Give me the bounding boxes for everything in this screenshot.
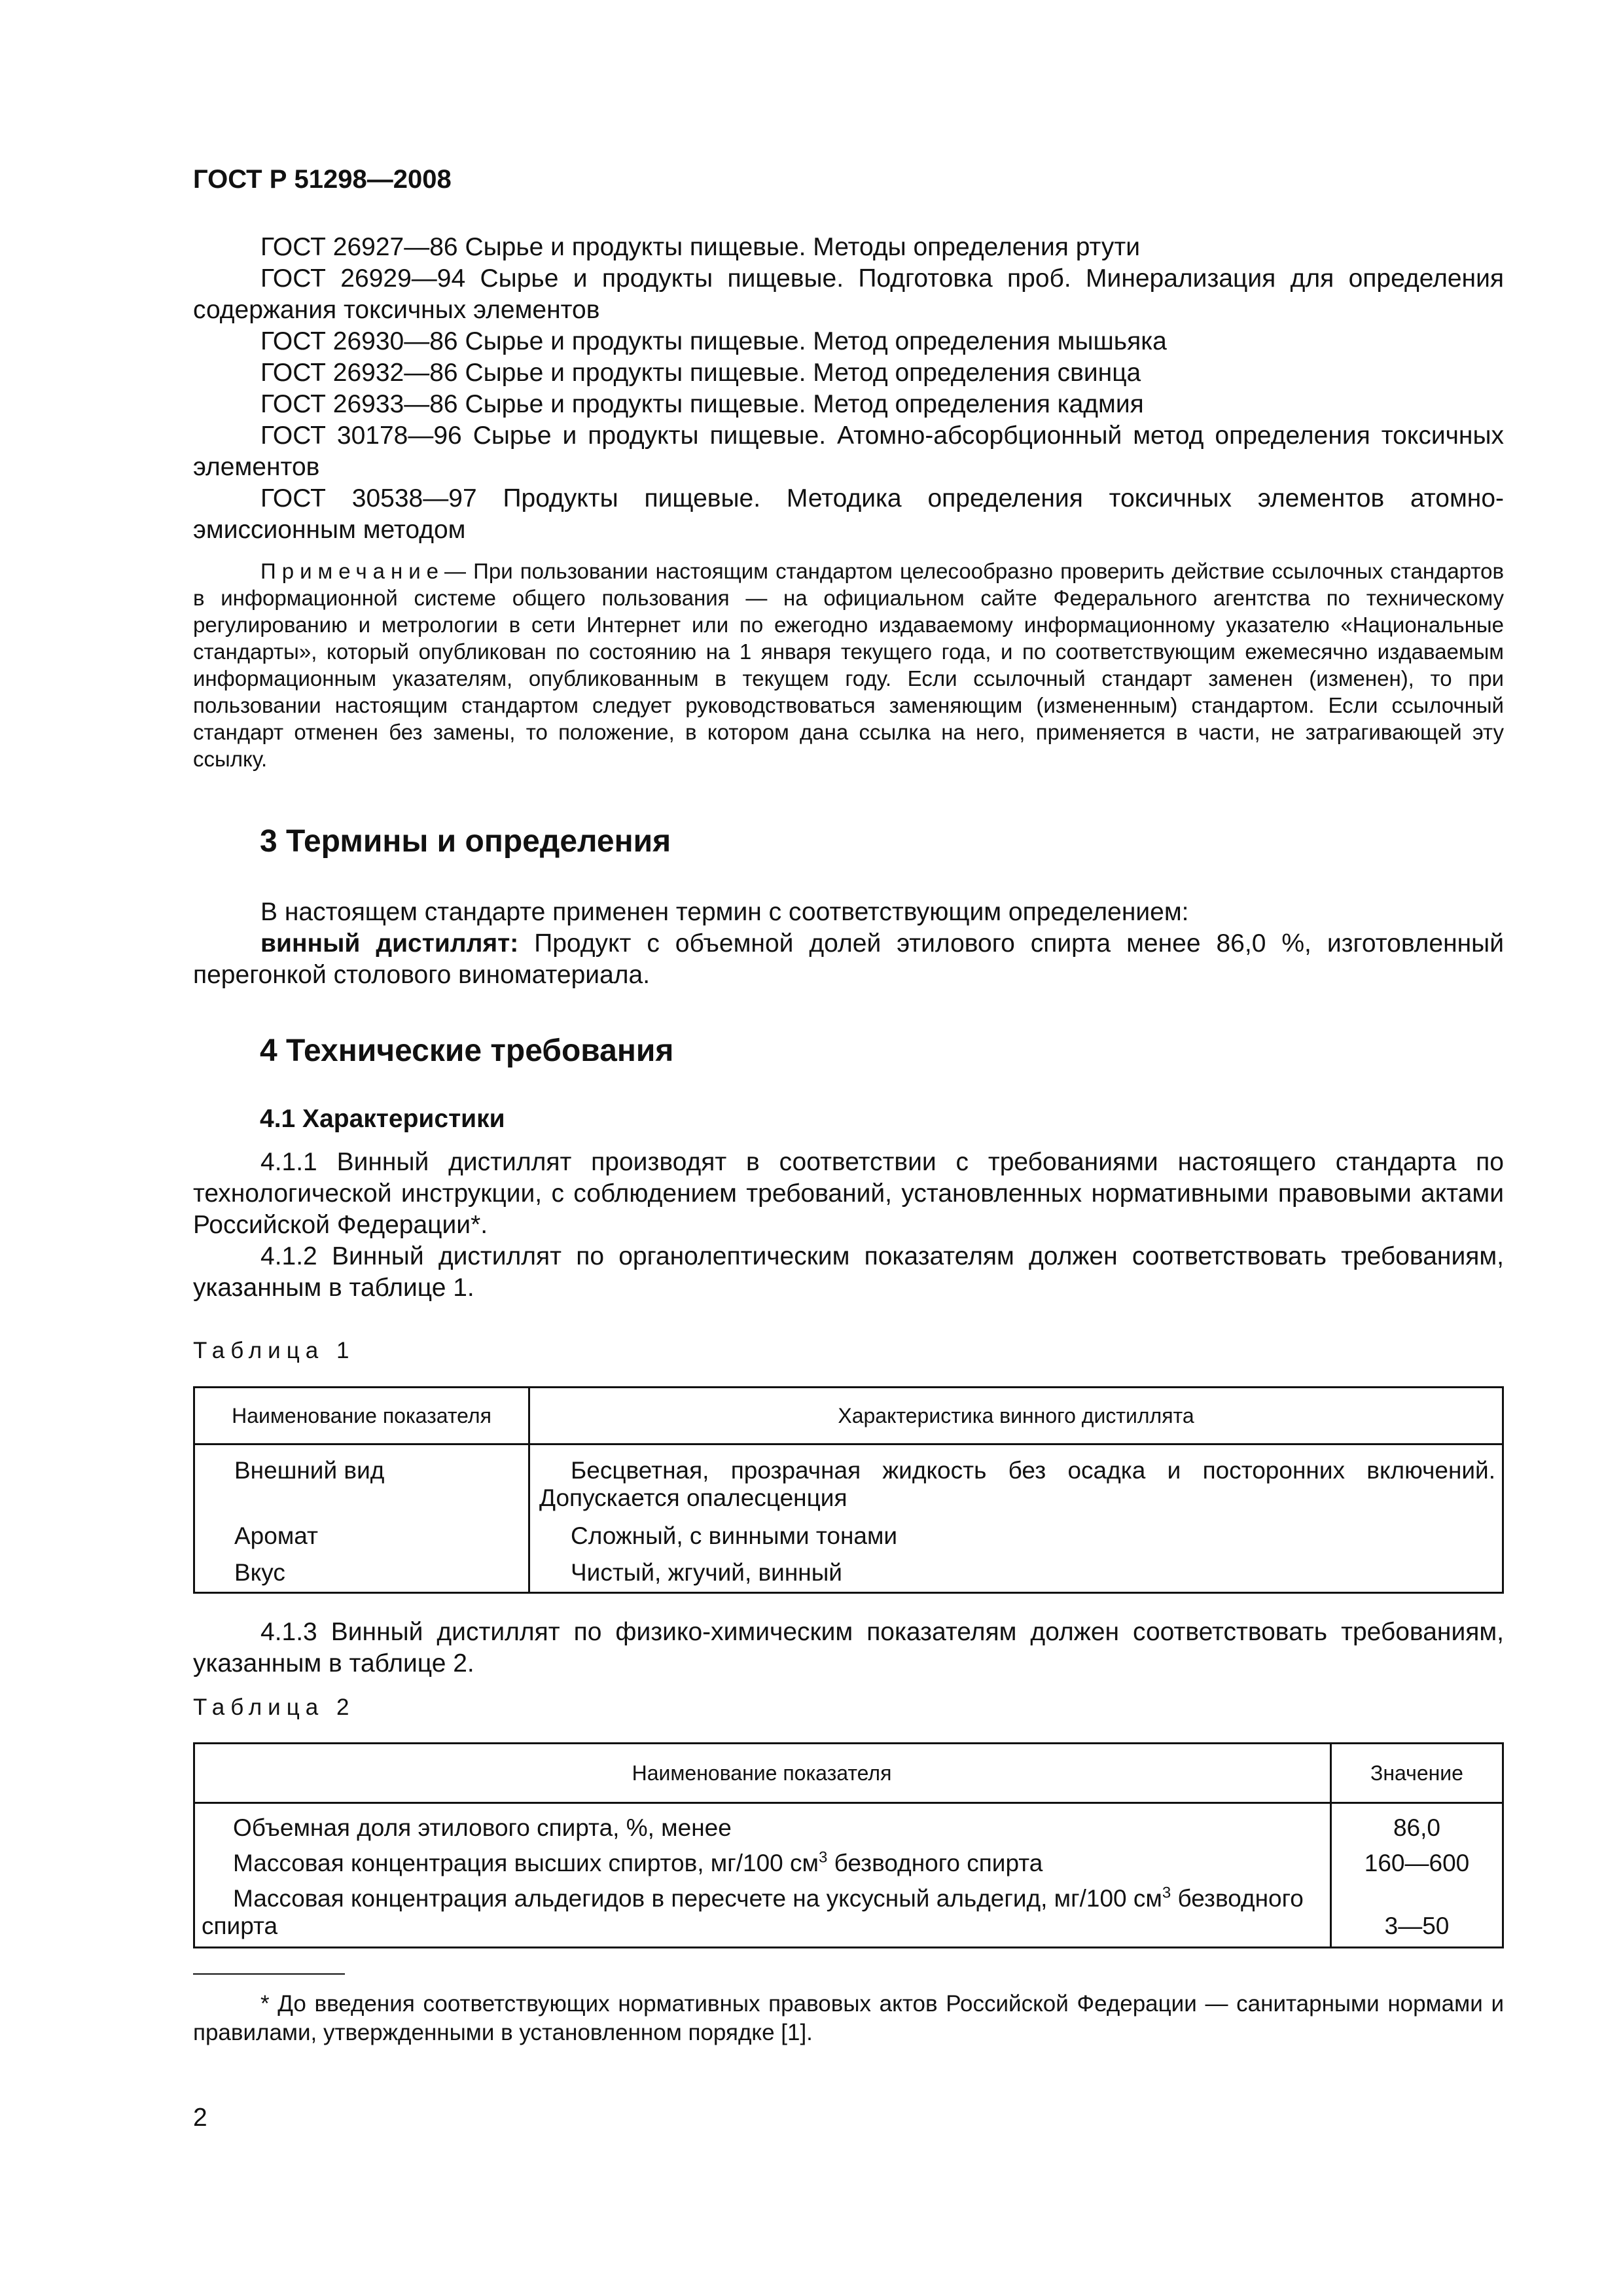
clause-4-1-2: 4.1.2 Винный дистиллят по органолептическим показателям должен соответствовать требованиям, указанным в таблице 1.	[193, 1242, 1504, 1302]
table-1-cell: Бесцветная, прозрачная жидкость без осадка и посторонних включений. Допускается опалесценция	[539, 1457, 1495, 1511]
section-3-title: 3 Термины и определения	[260, 824, 671, 859]
table-1-cell: Сложный, с винными тонами	[571, 1522, 898, 1549]
clause-4-1-1: 4.1.1 Винный дистиллят производят в соответствии с требованиями настоящего стандарта по технологической инструкции, с соблюдением требований, установленных нормативными правовыми актами Российской Федерации*.	[193, 1148, 1504, 1239]
definition: Продукт с объемной долей этилового спирта менее 86,0 %, изготовленный перегонкой столового виноматериала.	[193, 929, 1504, 989]
ref-item: ГОСТ 26932—86 Сырье и продукты пищевые. Метод определения свинца	[260, 359, 1141, 387]
table-2-header: Значение	[1331, 1744, 1503, 1803]
table-1-cell: Вкус	[194, 1550, 529, 1593]
table-1-caption: Таблица 1	[193, 1338, 355, 1363]
note	[193, 558, 1504, 772]
clause-4-1-3: 4.1.3 Винный дистиллят по физико-химическим показателям должен соответствовать требованиям, указанным в таблице 2.	[193, 1618, 1504, 1677]
table-row	[194, 1512, 1503, 1550]
table-1-header: Характеристика винного дистиллята	[529, 1388, 1503, 1444]
table-1	[193, 1386, 1504, 1594]
table-2-cell: Объемная доля этилового спирта, %, менее	[194, 1803, 1331, 1842]
document-header: ГОСТ Р 51298—2008	[193, 165, 452, 194]
term-definition	[193, 928, 1504, 991]
table-row	[194, 1803, 1503, 1842]
table-1-cell: Внешний вид	[194, 1444, 529, 1513]
table-2-cell: Массовая концентрация высших спиртов, мг/100 $см^3$ безводного спирта	[194, 1842, 1331, 1877]
ref-item: ГОСТ 26927—86 Сырье и продукты пищевые. Методы определения ртути	[260, 233, 1140, 261]
table-2-cell: Массовая концентрация альдегидов в пересчете на уксусный альдегид, мг/100 $см^3$ безводного спирта	[194, 1877, 1331, 1948]
table-2-cell: 86,0	[1393, 1814, 1440, 1841]
footnote-separator	[193, 1973, 345, 1975]
table-1-cell: Чистый, жгучий, винный	[571, 1559, 842, 1586]
ref-item: ГОСТ 26930—86 Сырье и продукты пищевые. Метод определения мышьяка	[260, 327, 1167, 355]
ref-item: ГОСТ 26933—86 Сырье и продукты пищевые. Метод определения кадмия	[260, 390, 1144, 418]
table-row	[194, 1550, 1503, 1593]
note-label: Примечание	[260, 559, 445, 583]
table-2-caption: Таблица 2	[193, 1695, 355, 1720]
table-2	[193, 1742, 1504, 1948]
section-3-intro: В настоящем стандарте применен термин с соответствующим определением:	[260, 898, 1189, 926]
table-1-cell: Аромат	[194, 1512, 529, 1550]
table-2-cell: 160—600	[1364, 1850, 1470, 1876]
ref-item: ГОСТ 30538—97 Продукты пищевые. Методика определения токсичных элементов атомно-эмиссионным методом	[193, 484, 1504, 544]
ref-item: ГОСТ 30178—96 Сырье и продукты пищевые. Атомно-абсорбционный метод определения токсичных элементов	[193, 422, 1504, 481]
table-2-header: Наименование показателя	[194, 1744, 1331, 1803]
table-row	[194, 1842, 1503, 1877]
table-2-cell: 3—50	[1384, 1912, 1450, 1939]
table-1-header: Наименование показателя	[194, 1388, 529, 1444]
ref-item: ГОСТ 26929—94 Сырье и продукты пищевые. Подготовка проб. Минерализация для определения содержания токсичных элементов	[193, 264, 1504, 324]
table-row	[194, 1444, 1503, 1513]
section-4-title: 4 Технические требования	[260, 1033, 674, 1068]
page-number: 2	[193, 2104, 207, 2132]
subsection-4-1-title: 4.1 Характеристики	[260, 1105, 505, 1133]
table-row	[194, 1877, 1503, 1948]
term: винный дистиллят:	[260, 929, 519, 958]
footnote: * До введения соответствующих нормативных правовых актов Российской Федерации — санитарными нормами и правилами, утвержденными в установленном порядке [1].	[193, 1991, 1504, 2045]
note-text: — При пользовании настоящим стандартом целесообразно проверить действие ссылочных стандартов в информационной системе общего пользования — на официальном сайте Федерального агентства по техническому регулированию и метрологии в сети Интернет или по ежегодно издаваемому информационному указателю «Национальные стандарты», который опубликован по состоянию на 1 января текущего года, и по соответствующим ежемесячно издаваемым информационным указателям, опубликованным в текущем году. Если ссылочный стандарт заменен (изменен), то при пользовании настоящим стандартом следует руководствоваться заменяющим (измененным) стандартом. Если ссылочный стандарт отменен без замены, то положение, в котором дана ссылка на него, применяется в части, не затрагивающей эту ссылку.	[193, 559, 1504, 771]
